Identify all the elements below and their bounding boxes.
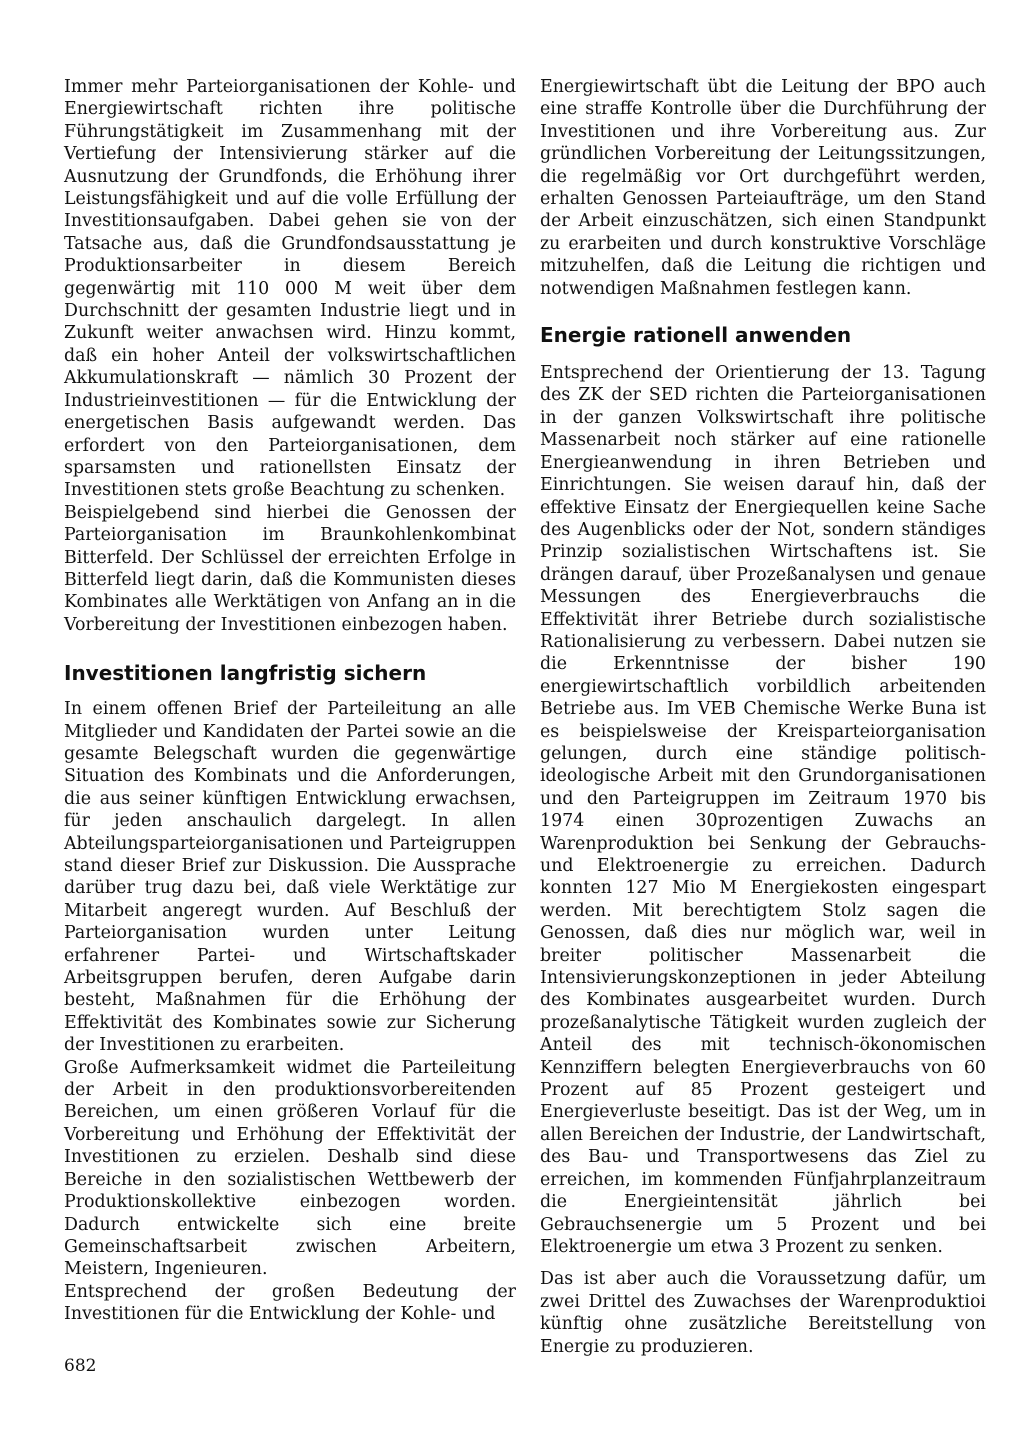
section-heading-energie: Energie rationell anwenden: [540, 323, 852, 348]
page-number: 682: [64, 1356, 97, 1376]
left-paragraph-4: Große Aufmerksamkeit widmet die Parteileitung der Arbeit in den produktionsvorbereitenden Bereichen, um einen größeren Vorlauf für die Vorbereitung und Erhöhung der Effektivität der Investitionen zu erzielen. Deshalb sind diese Bereiche in den sozialistischen Wettbewerb der Produktionskollektive einbezogen worden. Dadurch entwickelte sich eine breite Gemeinschaftsarbeit zwischen Arbeitern, Meistern, Ingenieuren.: [64, 1057, 516, 1280]
left-paragraph-1: Immer mehr Parteiorganisationen der Kohle- und Energiewirtschaft richten ihre politische Führungstätigkeit im Zusammenhang mit der Vertiefung der Intensivierung stärker auf die Ausnutzung der Grundfonds, die Erhöhung ihrer Leistungsfähigkeit und auf die volle Erfüllung der Investitionsaufgaben. Dabei gehen sie von der Tatsache aus, daß die Grundfondsausstattung je Produktionsarbeiter in diesem Bereich gegenwärtig mit 110 000 M weit über dem Durchschnitt der gesamten Industrie liegt und in Zukunft weiter anwachsen wird. Hinzu kommt, daß ein hoher Anteil der volkswirtschaftlichen Akkumulationskraft — nämlich 30 Prozent der Industrieinvestitionen — für die Entwicklung der energetischen Basis aufgewandt werden. Das erfordert von den Parteiorganisationen, dem sparsamsten und rationellsten Einsatz der Investitionen stets große Beachtung zu schenken.: [64, 77, 516, 501]
left-paragraph-5: Entsprechend der großen Bedeutung der Investitionen für die Entwicklung der Kohle- und: [64, 1281, 516, 1325]
right-paragraph-1: Energiewirtschaft übt die Leitung der BPO auch eine straffe Kontrolle über die Durchführung der Investitionen und ihre Vorbereitung aus. Zur gründlichen Vorbereitung der Leitungssitzungen, die regelmäßig vor Ort durchgeführt werden, erhalten Genossen Parteiaufträge, um den Stand der Arbeit einzuschätzen, sich einen Standpunkt zu erarbeiten und durch konstruktive Vorschläge mitzuhelfen, daß die Leitung die richtigen und notwendigen Maßnahmen festlegen kann.: [540, 77, 986, 299]
right-column: [540, 76, 986, 1358]
section-heading-investitionen: Investitionen langfristig sichern: [64, 661, 427, 686]
right-paragraph-2: Entsprechend der Orientierung der 13. Tagung des ZK der SED richten die Parteiorganisationen in der ganzen Volkswirtschaft ihre politische Massenarbeit noch stärker auf eine rationelle Energieanwendung in ihren Betrieben und Einrichtungen. Sie weisen darauf hin, daß der effektive Einsatz der Energiequellen keine Sache des Augenblicks oder der Not, sondern ständiges Prinzip sozialistischen Wirtschaftens ist. Sie drängen darauf, über Prozeßanalysen und genaue Messungen des Energieverbrauchs die Effektivität ihrer Betriebe durch sozialistische Rationalisierung zu verbessern. Dabei nutzen sie die Erkenntnisse der bisher 190 energiewirtschaftlich vorbildlich arbeitenden Betriebe aus. Im VEB Chemische Werke Buna ist es beispielsweise der Kreisparteiorganisation gelungen, durch eine ständige politisch-ideologische Arbeit mit den Grundorganisationen und den Parteigruppen im Zeitraum 1970 bis 1974 einen 30prozentigen Zuwachs an Warenproduktion bei Senkung der Gebrauchs- und Elektroenergie zu erreichen. Dadurch konnten 127 Mio M Energiekosten eingespart werden. Mit berechtigtem Stolz sagen die Genossen, daß dies nur möglich war, weil in breiter politischer Massenarbeit die Intensivierungskonzeptionen in jeder Abteilung des Kombinates ausgearbeitet wurden. Durch prozeßanalytische Tätigkeit wurden zugleich der Anteil des mit technisch-ökonomischen Kennziffern belegten Energieverbrauchs von 60 Prozent auf 85 Prozent gesteigert und Energieverluste beseitigt. Das ist der Weg, um in allen Bereichen der Industrie, der Landwirtschaft, des Bau- und Transportwesens das Ziel zu erreichen, im kommenden Fünfjahrplanzeitraum die Energieintensität jährlich bei Gebrauchsenergie um 5 Prozent und bei Elektroenergie um etwa 3 Prozent zu senken.: [540, 363, 986, 1257]
left-paragraph-2: Beispielgebend sind hierbei die Genossen der Parteiorganisation im Braunkohlenkombinat Bitterfeld. Der Schlüssel der erreichten Erfolge in Bitterfeld liegt darin, daß die Kommunisten dieses Kombinates alle Werktätigen von Anfang an in die Vorbereitung der Investitionen einbezogen haben.: [64, 502, 516, 635]
left-paragraph-3: In einem offenen Brief der Parteileitung an alle Mitglieder und Kandidaten der Partei sowie an die gesamte Belegschaft wurden die gegenwärtige Situation des Kombinats und die Anforderungen, die aus seiner künftigen Entwicklung erwachsen, für jeden anschaulich dargelegt. In allen Abteilungsparteiorganisationen und Parteigruppen stand dieser Brief zur Diskussion. Die Aussprache darüber trug dazu bei, daß viele Werktätige zur Mitarbeit angeregt wurden. Auf Beschluß der Parteiorganisation wurden unter Leitung erfahrener Partei- und Wirtschaftskader Arbeitsgruppen berufen, deren Aufgabe darin besteht, Maßnahmen für die Erhöhung der Effektivität des Kombinates sowie zur Sicherung der Investitionen zu erarbeiten.: [64, 699, 516, 1056]
right-paragraph-3: Das ist aber auch die Voraussetzung dafür, um zwei Drittel des Zuwachses der Warenproduktioi künftig ohne zusätzliche Bereitstellung von Energie zu produzieren.: [540, 1269, 986, 1357]
left-column: [64, 76, 516, 1326]
